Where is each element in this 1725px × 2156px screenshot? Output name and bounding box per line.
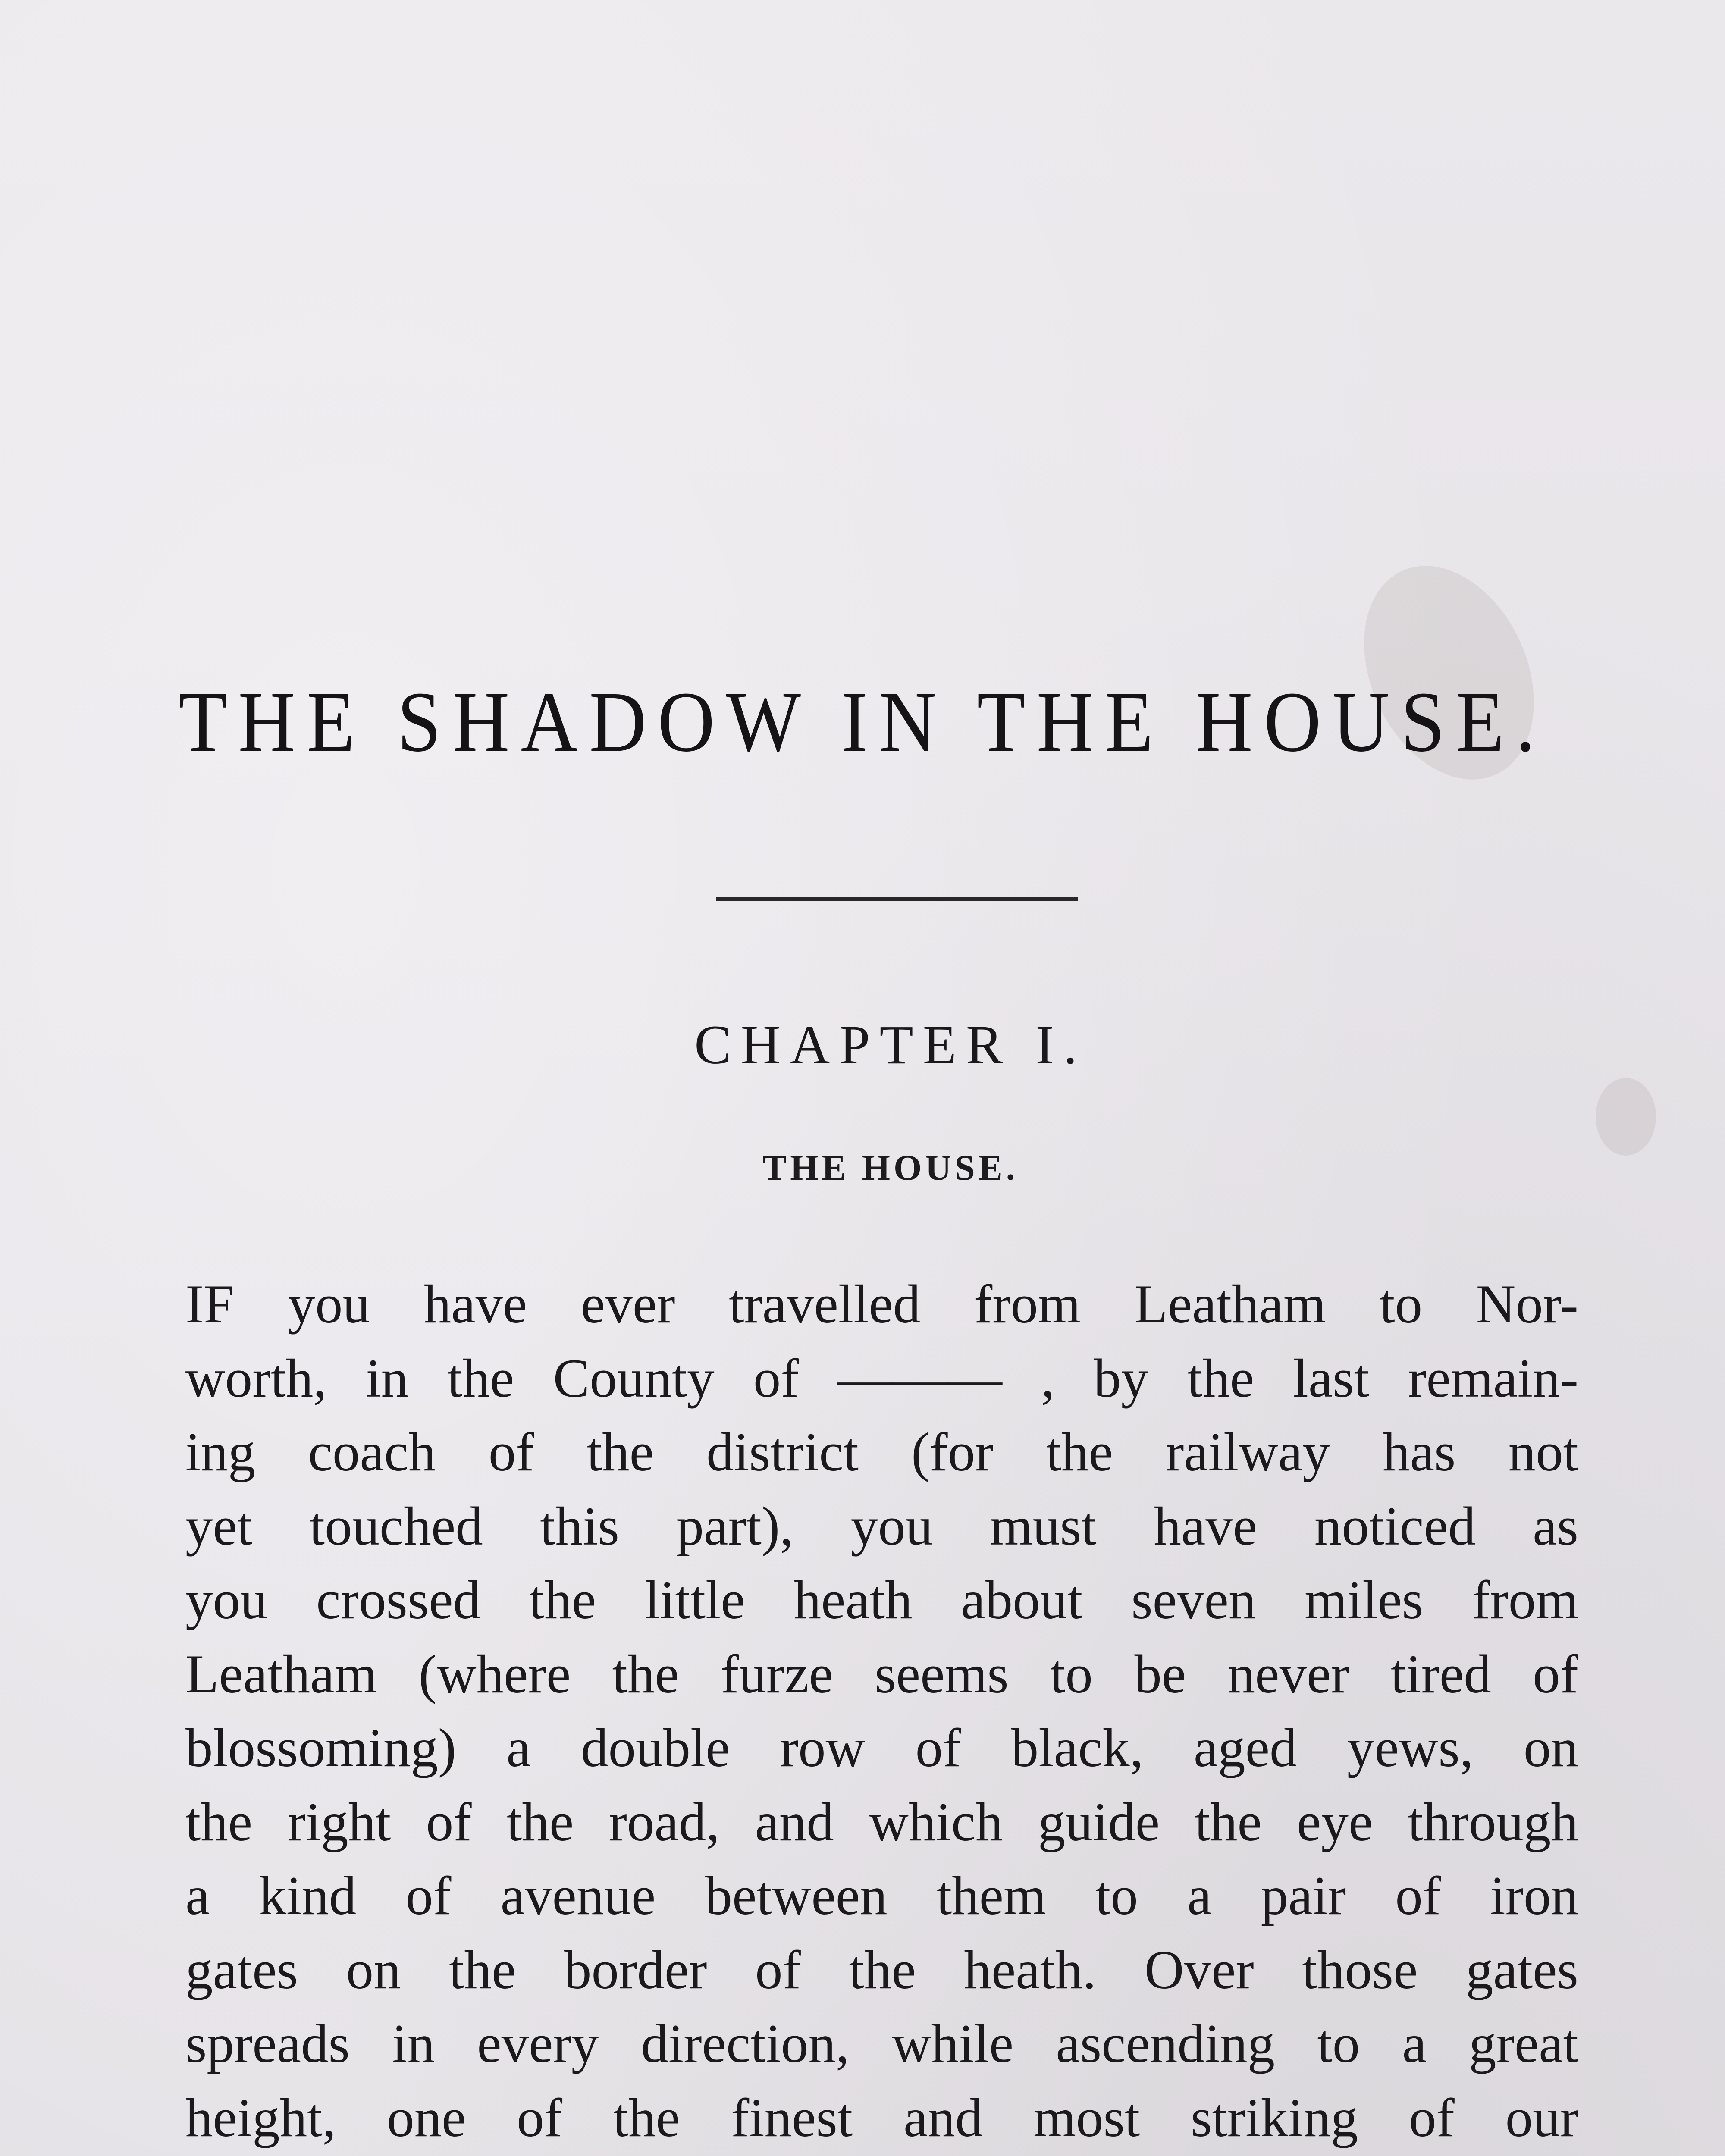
word: ing bbox=[185, 1422, 256, 1482]
word: a bbox=[1187, 1866, 1212, 1926]
word: of bbox=[753, 1348, 799, 1409]
word: of bbox=[1409, 2087, 1455, 2148]
word: iron bbox=[1490, 1866, 1578, 1926]
word: of bbox=[405, 1866, 452, 1926]
title-rule bbox=[716, 897, 1078, 901]
word: furze bbox=[721, 1644, 833, 1705]
body-text bbox=[185, 1268, 1578, 2156]
bleed-through-text bbox=[181, 164, 1561, 237]
paper-stain bbox=[1596, 1078, 1656, 1156]
word: the bbox=[849, 1940, 916, 2000]
word: noticed bbox=[1314, 1496, 1476, 1557]
word: (for bbox=[911, 1422, 994, 1482]
word: worth, bbox=[185, 1348, 327, 1409]
word: , bbox=[1041, 1348, 1055, 1409]
word: travelled bbox=[729, 1274, 921, 1335]
word: kind bbox=[259, 1866, 357, 1926]
word: between bbox=[705, 1866, 888, 1926]
word: and bbox=[903, 2087, 983, 2148]
word: IF bbox=[185, 1274, 234, 1335]
word: the bbox=[1195, 1792, 1262, 1852]
word: most bbox=[1033, 2087, 1140, 2148]
word: to bbox=[1095, 1866, 1138, 1926]
word: from bbox=[1472, 1570, 1578, 1630]
word: of bbox=[1533, 1644, 1578, 1705]
word: heath bbox=[794, 1570, 913, 1630]
word: the bbox=[529, 1570, 596, 1630]
word: Leatham bbox=[185, 1644, 377, 1705]
word: remain- bbox=[1408, 1348, 1578, 1409]
word: railway bbox=[1166, 1422, 1330, 1482]
word: district bbox=[706, 1422, 859, 1482]
word: blossoming) bbox=[185, 1718, 456, 1778]
word: of bbox=[1395, 1866, 1441, 1926]
word: the bbox=[1187, 1348, 1255, 1409]
word: last bbox=[1293, 1348, 1369, 1409]
word: while bbox=[891, 2014, 1014, 2074]
word: guide bbox=[1038, 1792, 1160, 1852]
word: Leatham bbox=[1134, 1274, 1326, 1335]
word: pair bbox=[1261, 1866, 1346, 1926]
text-line bbox=[185, 1859, 1578, 1934]
word: border bbox=[564, 1940, 707, 2000]
word: the bbox=[447, 1348, 514, 1409]
word: Nor- bbox=[1476, 1274, 1578, 1335]
word: one bbox=[387, 2087, 466, 2148]
word: of bbox=[488, 1422, 534, 1482]
word: our bbox=[1505, 2087, 1578, 2148]
word: by bbox=[1093, 1348, 1148, 1409]
word: heath. bbox=[964, 1940, 1097, 2000]
chapter-title: THE HOUSE. bbox=[762, 1148, 1019, 1188]
text-line bbox=[185, 1638, 1578, 1712]
word: not bbox=[1508, 1422, 1578, 1482]
word: seven bbox=[1131, 1570, 1256, 1630]
word: finest bbox=[731, 2087, 853, 2148]
book-title: THE SHADOW IN THE HOUSE. bbox=[179, 674, 1546, 770]
word: ascending bbox=[1056, 2014, 1275, 2074]
word: right bbox=[287, 1792, 391, 1852]
word: a bbox=[1402, 2014, 1427, 2074]
text-line bbox=[185, 1416, 1578, 1490]
word: the bbox=[449, 1940, 516, 2000]
word: and bbox=[755, 1792, 834, 1852]
word: on bbox=[346, 1940, 401, 2000]
word: double bbox=[580, 1718, 730, 1778]
word: tired bbox=[1391, 1644, 1491, 1705]
word: direction, bbox=[641, 2014, 850, 2074]
word: has bbox=[1383, 1422, 1456, 1482]
word: about bbox=[961, 1570, 1083, 1630]
word: part), bbox=[676, 1496, 794, 1557]
word: to bbox=[1380, 1274, 1423, 1335]
word: you bbox=[850, 1496, 933, 1557]
word: to bbox=[1050, 1644, 1093, 1705]
text-line bbox=[185, 2081, 1578, 2156]
chapter-heading: CHAPTER I. bbox=[694, 1014, 1087, 1075]
word: them bbox=[936, 1866, 1046, 1926]
word: on bbox=[1523, 1718, 1578, 1778]
word: the bbox=[507, 1792, 574, 1852]
word: have bbox=[1154, 1496, 1258, 1557]
word: coach bbox=[308, 1422, 436, 1482]
word: from bbox=[974, 1274, 1081, 1335]
word: be bbox=[1134, 1644, 1186, 1705]
word: (where bbox=[418, 1644, 571, 1705]
word: those bbox=[1302, 1940, 1418, 2000]
word: the bbox=[613, 2087, 681, 2148]
word: aged bbox=[1193, 1718, 1297, 1778]
word: have bbox=[423, 1274, 527, 1335]
word: of bbox=[426, 1792, 472, 1852]
word: ever bbox=[580, 1274, 675, 1335]
word: black, bbox=[1011, 1718, 1144, 1778]
word: of bbox=[517, 2087, 563, 2148]
word: in bbox=[366, 1348, 409, 1409]
word: through bbox=[1408, 1792, 1578, 1852]
word: great bbox=[1469, 2014, 1578, 2074]
word: little bbox=[644, 1570, 745, 1630]
word: yet bbox=[185, 1496, 253, 1557]
word: of bbox=[915, 1718, 961, 1778]
word: avenue bbox=[500, 1866, 656, 1926]
text-line bbox=[185, 1786, 1578, 1860]
text-line bbox=[185, 1490, 1578, 1564]
word: in bbox=[392, 2014, 435, 2074]
word: road, bbox=[608, 1792, 720, 1852]
word: ——— bbox=[837, 1348, 1002, 1409]
word: eye bbox=[1297, 1792, 1373, 1852]
word: must bbox=[990, 1496, 1097, 1557]
word: a bbox=[185, 1866, 210, 1926]
word: the bbox=[1046, 1422, 1113, 1482]
word: Over bbox=[1144, 1940, 1254, 2000]
word: miles bbox=[1305, 1570, 1424, 1630]
word: you bbox=[185, 1570, 268, 1630]
text-line bbox=[185, 1564, 1578, 1638]
word: seems bbox=[875, 1644, 1009, 1705]
word: you bbox=[288, 1274, 370, 1335]
word: of bbox=[755, 1940, 801, 2000]
word: yews, bbox=[1347, 1718, 1474, 1778]
word: County bbox=[553, 1348, 715, 1409]
word: this bbox=[540, 1496, 619, 1557]
word: height, bbox=[185, 2087, 336, 2148]
word: a bbox=[506, 1718, 531, 1778]
word: to bbox=[1317, 2014, 1360, 2074]
word: spreads bbox=[185, 2014, 350, 2074]
word: the bbox=[185, 1792, 253, 1852]
text-line bbox=[185, 1934, 1578, 2008]
word: gates bbox=[1466, 1940, 1578, 2000]
text-line bbox=[185, 2007, 1578, 2081]
word: crossed bbox=[316, 1570, 481, 1630]
word: never bbox=[1227, 1644, 1349, 1705]
word: striking bbox=[1191, 2087, 1358, 2148]
word: the bbox=[586, 1422, 654, 1482]
word: touched bbox=[309, 1496, 483, 1557]
text-line bbox=[185, 1342, 1578, 1416]
word: which bbox=[869, 1792, 1003, 1852]
text-line bbox=[185, 1711, 1578, 1786]
word: as bbox=[1533, 1496, 1578, 1557]
word: every bbox=[477, 2014, 599, 2074]
word: gates bbox=[185, 1940, 298, 2000]
word: the bbox=[612, 1644, 679, 1705]
word: row bbox=[780, 1718, 866, 1778]
text-line bbox=[185, 1268, 1578, 1342]
